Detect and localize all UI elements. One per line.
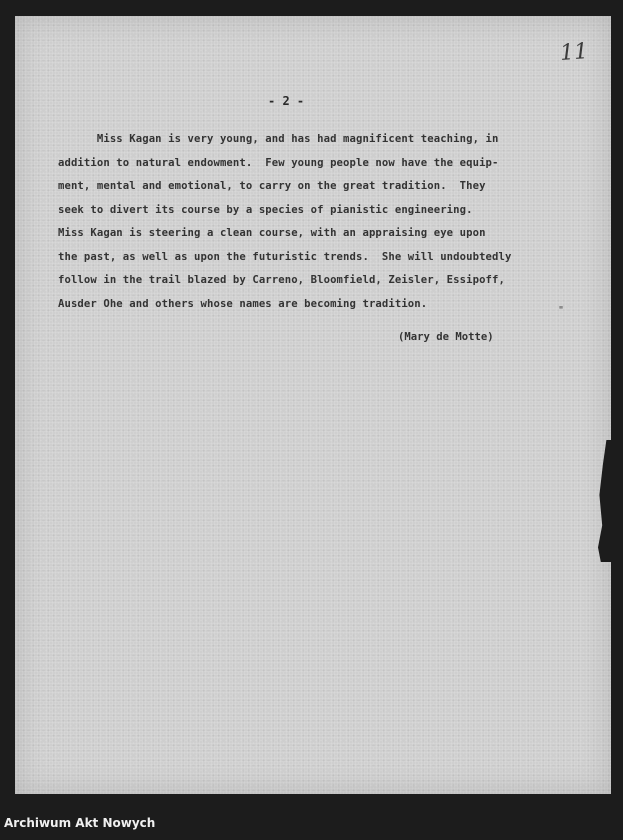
text-line: follow in the trail blazed by Carreno, Bloomfield, Zeisler, Essipoff, bbox=[58, 274, 505, 286]
text-line: seek to divert its course by a species of pianistic engineering. bbox=[58, 203, 473, 216]
archive-footer bbox=[0, 806, 623, 840]
typed-paragraph bbox=[58, 128, 568, 316]
text-line: Miss Kagan is steering a clean course, with an appraising eye upon bbox=[58, 227, 486, 239]
text-line: Ausder Ohe and others whose names are becoming tradition. bbox=[58, 297, 428, 310]
archive-name: Archiwum Akt Nowych bbox=[4, 816, 156, 830]
text-line: the past, as well as upon the futuristic trends. She will undoubtedly bbox=[58, 250, 512, 263]
text-line: addition to natural endowment. Few young people now have the equip- bbox=[58, 156, 499, 169]
author-signature: (Mary de Motte) bbox=[398, 331, 494, 343]
text-line: ment, mental and emotional, to carry on the great tradition. They bbox=[58, 180, 486, 192]
text-line: Miss Kagan is very young, and has had magnificent teaching, in bbox=[58, 133, 499, 145]
folio-number: 11 bbox=[559, 39, 589, 66]
page-number: - 2 - bbox=[268, 94, 305, 108]
closing-quote-mark: " bbox=[558, 305, 565, 316]
